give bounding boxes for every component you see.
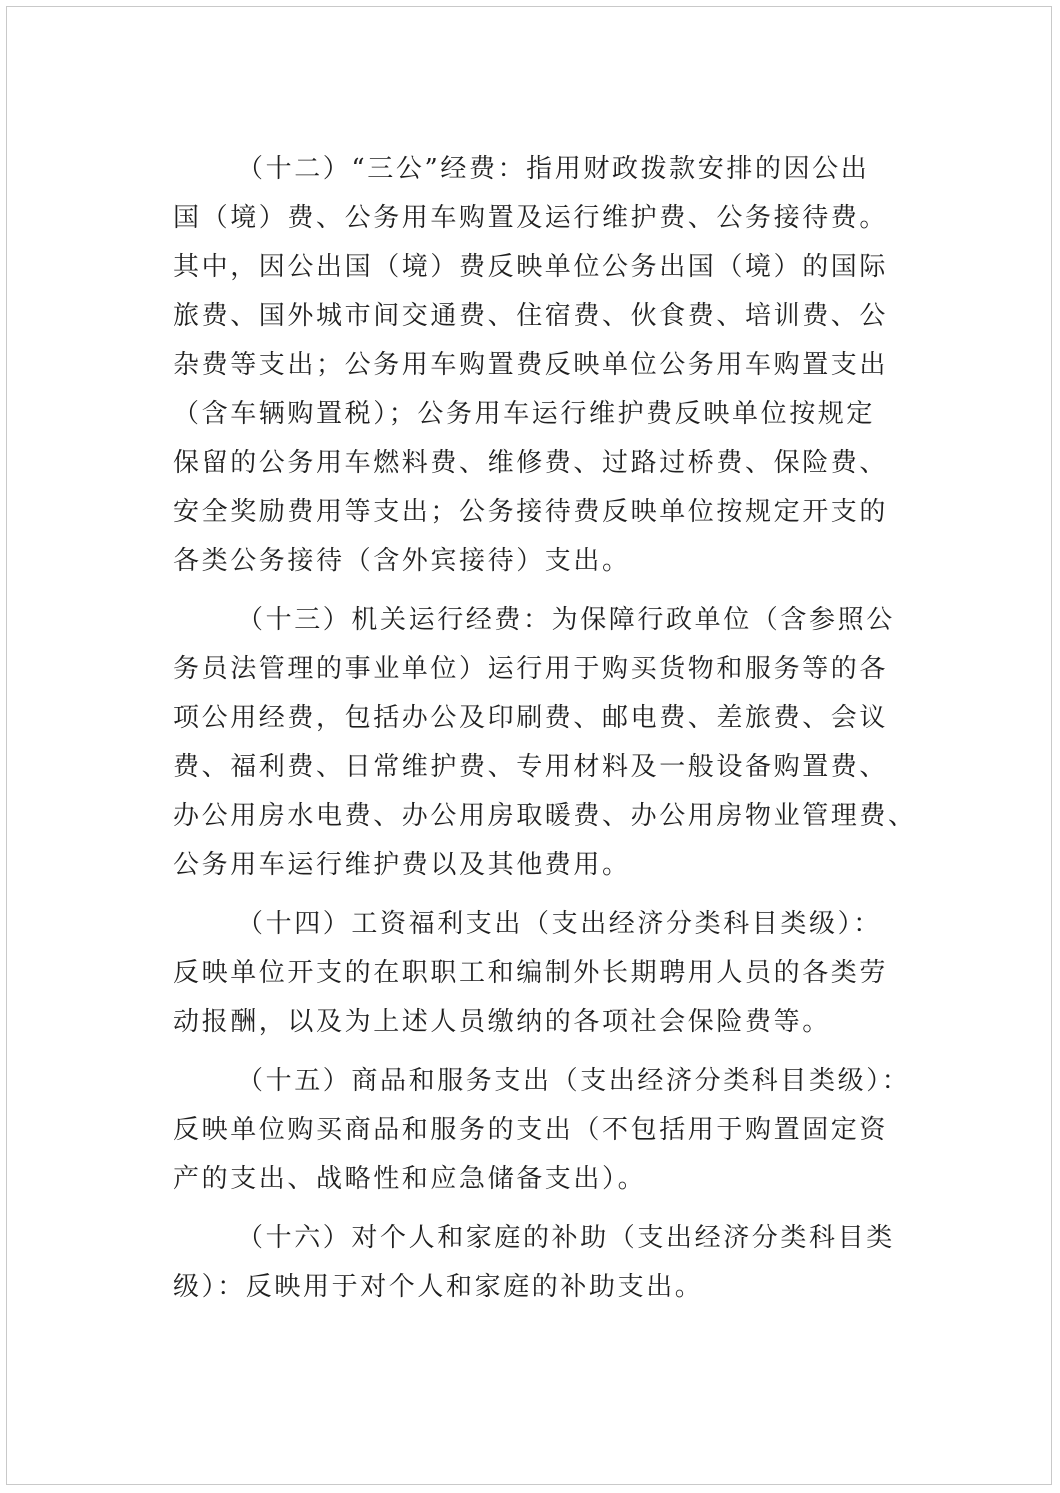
paragraph-13-line-3: 项公用经费，包括办公及印刷费、邮电费、差旅费、会议 — [173, 703, 889, 733]
paragraph-14-line-2: 反映单位开支的在职职工和编制外长期聘用人员的各类劳 — [173, 958, 889, 988]
paragraph-13-line-4: 费、福利费、日常维护费、专用材料及一般设备购置费、 — [173, 752, 889, 782]
paragraph-12-line-4: 旅费、国外城市间交通费、住宿费、伙食费、培训费、公 — [173, 301, 889, 331]
paragraph-12-line-3: 其中，因公出国（境）费反映单位公务出国（境）的国际 — [173, 252, 889, 282]
paragraph-13-line-6: 公务用车运行维护费以及其他费用。 — [173, 850, 631, 880]
paragraph-13-line-1: （十三）机关运行经费：为保障行政单位（含参照公 — [237, 605, 895, 635]
paragraph-16-line-1: （十六）对个人和家庭的补助（支出经济分类科目类 — [237, 1223, 895, 1253]
paragraph-12-line-9: 各类公务接待（含外宾接待）支出。 — [173, 546, 631, 576]
paragraph-12-line-5: 杂费等支出；公务用车购置费反映单位公务用车购置支出 — [173, 350, 889, 380]
paragraph-16-line-2: 级）：反映用于对个人和家庭的补助支出。 — [173, 1272, 704, 1302]
paragraph-12-line-7: 保留的公务用车燃料费、维修费、过路过桥费、保险费、 — [173, 448, 889, 478]
document-page — [6, 6, 1052, 1485]
paragraph-12-line-8: 安全奖励费用等支出；公务接待费反映单位按规定开支的 — [173, 497, 889, 527]
paragraph-13-line-2: 务员法管理的事业单位）运行用于购买货物和服务等的各 — [173, 654, 889, 684]
paragraph-15-line-1: （十五）商品和服务支出（支出经济分类科目类级）： — [237, 1066, 911, 1096]
paragraph-12-line-2: 国（境）费、公务用车购置及运行维护费、公务接待费。 — [173, 203, 889, 233]
paragraph-12-line-1: （十二）“三公”经费：指用财政拨款安排的因公出 — [237, 154, 870, 184]
paragraph-12-line-6: （含车辆购置税）；公务用车运行维护费反映单位按规定 — [173, 399, 876, 429]
paragraph-14-line-3: 动报酬，以及为上述人员缴纳的各项社会保险费等。 — [173, 1007, 831, 1037]
paragraph-15-line-3: 产的支出、战略性和应急储备支出）。 — [173, 1164, 647, 1194]
paragraph-13-line-5: 办公用房水电费、办公用房取暖费、办公用房物业管理费、 — [173, 801, 917, 831]
paragraph-14-line-1: （十四）工资福利支出（支出经济分类科目类级）： — [237, 909, 882, 939]
paragraph-15-line-2: 反映单位购买商品和服务的支出（不包括用于购置固定资 — [173, 1115, 889, 1145]
